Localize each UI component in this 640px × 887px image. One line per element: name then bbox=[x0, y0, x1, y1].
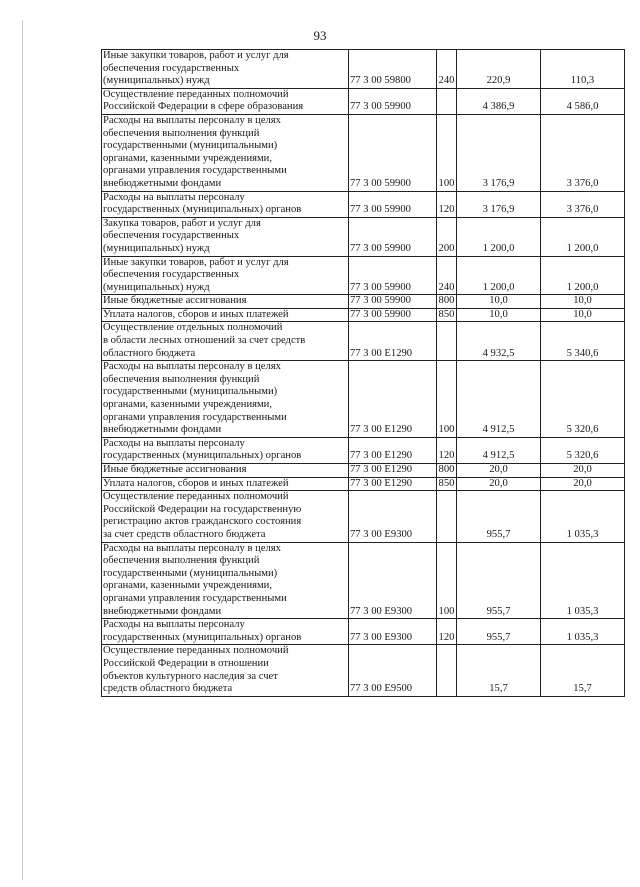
amount-year1-cell: 10,0 bbox=[457, 295, 541, 309]
target-code-cell: 77 3 00 59900 bbox=[349, 217, 437, 256]
row-name-line: Расходы на выплаты персоналу в целях bbox=[103, 114, 281, 126]
amount-year2-cell: 1 035,3 bbox=[541, 619, 625, 645]
row-name-line: Расходы на выплаты персоналу bbox=[103, 437, 245, 449]
row-name-cell bbox=[102, 619, 349, 645]
table-row bbox=[102, 619, 625, 645]
expense-type-cell: 200 bbox=[437, 217, 457, 256]
row-name-line: Расходы на выплаты персоналу в целях bbox=[103, 542, 281, 554]
row-name-line: Иные бюджетные ассигнования bbox=[103, 464, 247, 475]
target-code-cell: 77 3 00 E1290 bbox=[349, 464, 437, 478]
table-row bbox=[102, 477, 625, 491]
row-name-cell bbox=[102, 437, 349, 463]
amount-year2-cell: 5 340,6 bbox=[541, 322, 625, 361]
row-name-line: Российской Федерации на государственную bbox=[103, 503, 302, 515]
row-name-line: за счет средств областного бюджета bbox=[103, 528, 266, 540]
amount-year1-cell: 20,0 bbox=[457, 477, 541, 491]
expense-type-cell bbox=[437, 88, 457, 114]
row-name-line: Осуществление переданных полномочий bbox=[103, 88, 289, 100]
table-row bbox=[102, 308, 625, 322]
expense-type-cell: 100 bbox=[437, 361, 457, 438]
table-row bbox=[102, 114, 625, 191]
target-code-cell: 77 3 00 59900 bbox=[349, 114, 437, 191]
row-name-line: обеспечения выполнения функций bbox=[103, 127, 260, 139]
amount-year2-cell: 15,7 bbox=[541, 645, 625, 696]
expense-type-cell: 120 bbox=[437, 437, 457, 463]
row-name-line: органами управления государственными bbox=[103, 411, 287, 423]
row-name-line: Уплата налогов, сборов и иных платежей bbox=[103, 477, 289, 489]
expense-type-cell: 120 bbox=[437, 191, 457, 217]
expense-type-cell: 850 bbox=[437, 308, 457, 322]
row-name-line: Закупка товаров, работ и услуг для bbox=[103, 217, 261, 229]
row-name-line: Иные закупки товаров, работ и услуг для bbox=[103, 256, 289, 268]
amount-year2-cell: 1 200,0 bbox=[541, 217, 625, 256]
amount-year1-cell: 955,7 bbox=[457, 542, 541, 619]
row-name-line: государственными (муниципальными) bbox=[103, 386, 278, 398]
row-name-cell bbox=[102, 308, 349, 322]
row-name-cell bbox=[102, 256, 349, 295]
target-code-cell: 77 3 00 59900 bbox=[349, 88, 437, 114]
target-code-cell: 77 3 00 E1290 bbox=[349, 322, 437, 361]
expense-type-cell bbox=[437, 645, 457, 696]
row-name-line: государственных (муниципальных) органов bbox=[103, 450, 302, 462]
target-code-cell: 77 3 00 59900 bbox=[349, 308, 437, 322]
row-name-line: средств областного бюджета bbox=[103, 683, 233, 695]
row-name-line: органами, казенными учреждениями, bbox=[103, 152, 273, 164]
amount-year1-cell: 955,7 bbox=[457, 619, 541, 645]
table-row bbox=[102, 361, 625, 438]
amount-year1-cell: 4 912,5 bbox=[457, 437, 541, 463]
expense-type-cell: 240 bbox=[437, 50, 457, 89]
row-name-line: государственными (муниципальными) bbox=[103, 567, 278, 579]
amount-year2-cell: 5 320,6 bbox=[541, 361, 625, 438]
amount-year1-cell: 10,0 bbox=[457, 308, 541, 322]
row-name-line: Расходы на выплаты персоналу bbox=[103, 619, 245, 631]
row-name-line: (муниципальных) нужд bbox=[103, 242, 210, 254]
row-name-cell bbox=[102, 645, 349, 696]
table-row bbox=[102, 295, 625, 309]
table-row bbox=[102, 542, 625, 619]
budget-table-body bbox=[102, 50, 625, 697]
row-name-cell bbox=[102, 191, 349, 217]
row-name-line: Осуществление переданных полномочий bbox=[103, 645, 289, 657]
row-name-line: Иные бюджетные ассигнования bbox=[103, 295, 247, 307]
amount-year1-cell: 15,7 bbox=[457, 645, 541, 696]
row-name-cell bbox=[102, 50, 349, 89]
target-code-cell: 77 3 00 E9300 bbox=[349, 542, 437, 619]
table-row bbox=[102, 191, 625, 217]
row-name-line: внебюджетными фондами bbox=[103, 424, 222, 436]
row-name-line: Осуществление переданных полномочий bbox=[103, 491, 289, 503]
row-name-line: Уплата налогов, сборов и иных платежей bbox=[103, 308, 289, 320]
amount-year2-cell: 110,3 bbox=[541, 50, 625, 89]
expense-type-cell bbox=[437, 322, 457, 361]
amount-year1-cell: 220,9 bbox=[457, 50, 541, 89]
row-name-cell bbox=[102, 217, 349, 256]
amount-year2-cell: 3 376,0 bbox=[541, 114, 625, 191]
row-name-cell bbox=[102, 114, 349, 191]
amount-year2-cell: 1 200,0 bbox=[541, 256, 625, 295]
row-name-cell bbox=[102, 491, 349, 542]
row-name-cell bbox=[102, 542, 349, 619]
amount-year1-cell: 1 200,0 bbox=[457, 256, 541, 295]
row-name-line: в области лесных отношений за счет средств bbox=[103, 335, 306, 347]
expense-type-cell bbox=[437, 491, 457, 542]
amount-year2-cell: 5 320,6 bbox=[541, 437, 625, 463]
amount-year1-cell: 4 386,9 bbox=[457, 88, 541, 114]
table-row bbox=[102, 256, 625, 295]
amount-year2-cell: 4 586,0 bbox=[541, 88, 625, 114]
row-name-cell bbox=[102, 295, 349, 309]
row-name-line: (муниципальных) нужд bbox=[103, 281, 210, 293]
expense-type-cell: 800 bbox=[437, 464, 457, 478]
row-name-line: обеспечения государственных bbox=[103, 62, 240, 74]
row-name-line: органами управления государственными bbox=[103, 592, 287, 604]
table-row bbox=[102, 322, 625, 361]
expense-type-cell: 120 bbox=[437, 619, 457, 645]
table-row bbox=[102, 491, 625, 542]
scan-edge-line bbox=[22, 20, 23, 880]
row-name-line: государственных (муниципальных) органов bbox=[103, 204, 302, 216]
expense-type-cell: 800 bbox=[437, 295, 457, 309]
row-name-line: органами, казенными учреждениями, bbox=[103, 399, 273, 411]
amount-year1-cell: 955,7 bbox=[457, 491, 541, 542]
row-name-line: (муниципальных) нужд bbox=[103, 75, 210, 87]
row-name-line: обеспечения государственных bbox=[103, 269, 240, 281]
row-name-line: государственными (муниципальными) bbox=[103, 140, 278, 152]
amount-year2-cell: 3 376,0 bbox=[541, 191, 625, 217]
amount-year1-cell: 4 932,5 bbox=[457, 322, 541, 361]
amount-year1-cell: 3 176,9 bbox=[457, 114, 541, 191]
amount-year1-cell: 20,0 bbox=[457, 464, 541, 478]
row-name-line: государственных (муниципальных) органов bbox=[103, 631, 302, 643]
row-name-cell bbox=[102, 88, 349, 114]
row-name-line: обеспечения выполнения функций bbox=[103, 373, 260, 385]
target-code-cell: 77 3 00 59900 bbox=[349, 191, 437, 217]
row-name-cell bbox=[102, 464, 349, 478]
row-name-line: Российской Федерации в отношении bbox=[103, 657, 269, 669]
target-code-cell: 77 3 00 E1290 bbox=[349, 477, 437, 491]
row-name-cell bbox=[102, 361, 349, 438]
row-name-line: органами управления государственными bbox=[103, 165, 287, 177]
row-name-line: регистрацию актов гражданского состояния bbox=[103, 516, 302, 528]
amount-year1-cell: 3 176,9 bbox=[457, 191, 541, 217]
amount-year1-cell: 4 912,5 bbox=[457, 361, 541, 438]
table-row bbox=[102, 88, 625, 114]
expense-type-cell: 850 bbox=[437, 477, 457, 491]
expense-type-cell: 240 bbox=[437, 256, 457, 295]
row-name-line: Российской Федерации в сфере образования bbox=[103, 101, 304, 113]
row-name-line: обеспечения государственных bbox=[103, 230, 240, 242]
amount-year2-cell: 1 035,3 bbox=[541, 491, 625, 542]
target-code-cell: 77 3 00 59900 bbox=[349, 295, 437, 309]
row-name-line: областного бюджета bbox=[103, 347, 196, 359]
row-name-line: внебюджетными фондами bbox=[103, 177, 222, 189]
row-name-cell bbox=[102, 322, 349, 361]
amount-year2-cell: 20,0 bbox=[541, 477, 625, 491]
table-row bbox=[102, 437, 625, 463]
target-code-cell: 77 3 00 59800 bbox=[349, 50, 437, 89]
target-code-cell: 77 3 00 E9500 bbox=[349, 645, 437, 696]
target-code-cell: 77 3 00 59900 bbox=[349, 256, 437, 295]
amount-year2-cell: 1 035,3 bbox=[541, 542, 625, 619]
row-name-line: обеспечения выполнения функций bbox=[103, 555, 260, 567]
row-name-line: внебюджетными фондами bbox=[103, 605, 222, 617]
target-code-cell: 77 3 00 E9300 bbox=[349, 491, 437, 542]
row-name-line: объектов культурного наследия за счет bbox=[103, 670, 278, 682]
table-row bbox=[102, 464, 625, 478]
page-number: 93 bbox=[313, 28, 327, 43]
table-row bbox=[102, 645, 625, 696]
row-name-line: Расходы на выплаты персоналу в целях bbox=[103, 361, 281, 373]
row-name-line: органами, казенными учреждениями, bbox=[103, 580, 273, 592]
row-name-line: Иные закупки товаров, работ и услуг для bbox=[103, 50, 289, 61]
expense-type-cell: 100 bbox=[437, 542, 457, 619]
table-row bbox=[102, 50, 625, 89]
amount-year2-cell: 10,0 bbox=[541, 308, 625, 322]
target-code-cell: 77 3 00 E1290 bbox=[349, 361, 437, 438]
row-name-line: Осуществление отдельных полномочий bbox=[103, 322, 283, 334]
amount-year2-cell: 20,0 bbox=[541, 464, 625, 478]
budget-table bbox=[101, 49, 625, 697]
target-code-cell: 77 3 00 E1290 bbox=[349, 437, 437, 463]
amount-year2-cell: 10,0 bbox=[541, 295, 625, 309]
amount-year1-cell: 1 200,0 bbox=[457, 217, 541, 256]
row-name-cell bbox=[102, 477, 349, 491]
expense-type-cell: 100 bbox=[437, 114, 457, 191]
target-code-cell: 77 3 00 E9300 bbox=[349, 619, 437, 645]
row-name-line: Расходы на выплаты персоналу bbox=[103, 191, 245, 203]
table-row bbox=[102, 217, 625, 256]
